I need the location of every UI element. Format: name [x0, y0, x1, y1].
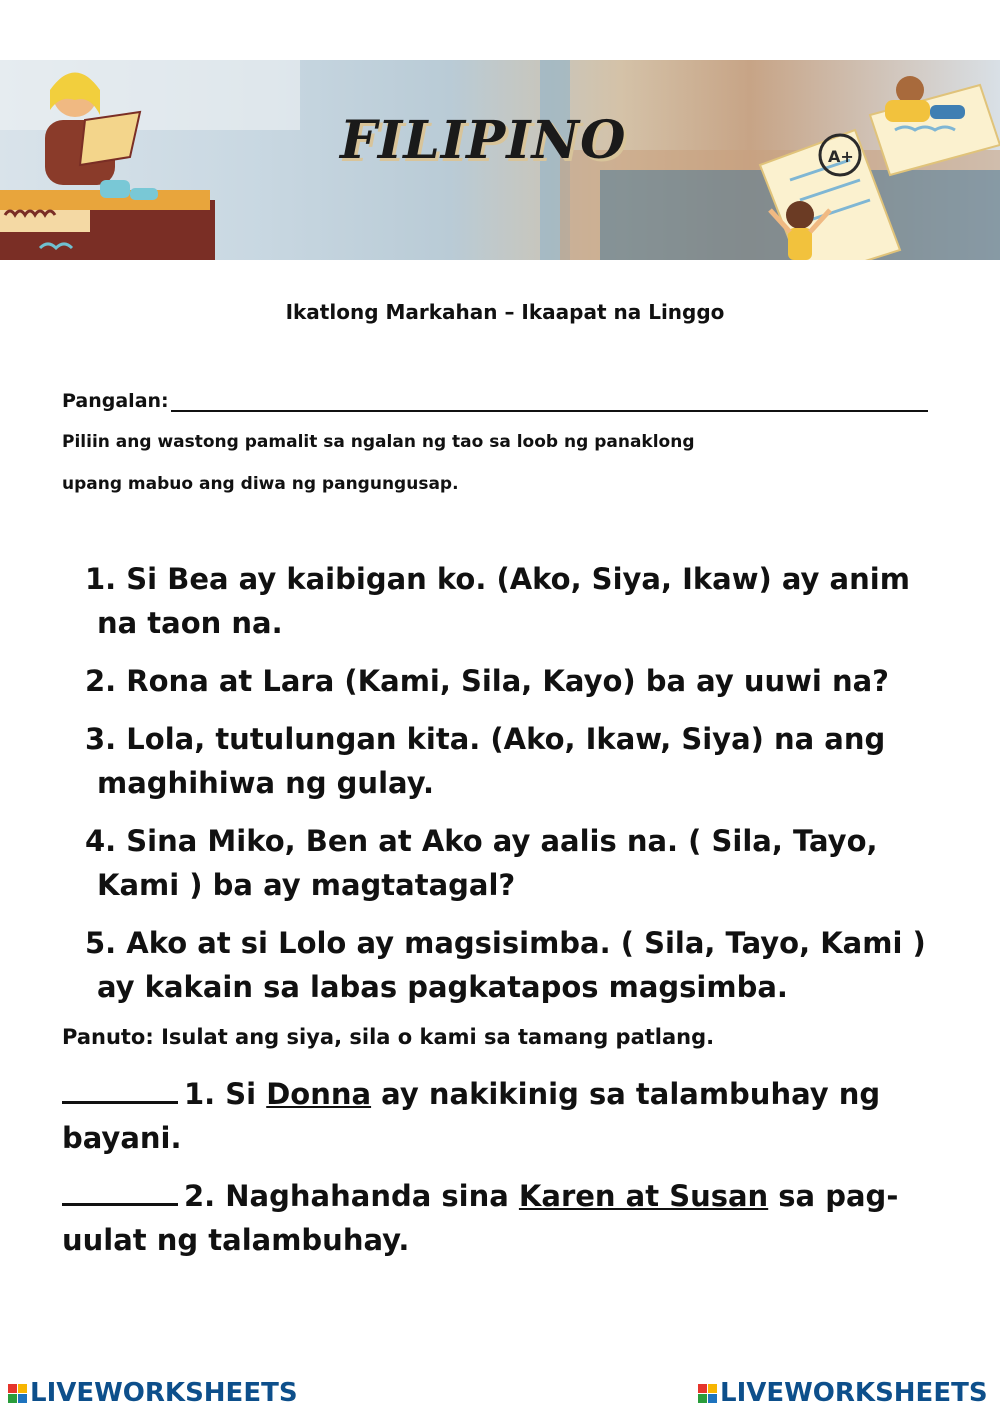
- question-item: [85, 557, 935, 645]
- answer-blank[interactable]: [62, 1175, 178, 1206]
- question-item: [85, 819, 935, 907]
- question-line-continuation: ay kakain sa labas pagkatapos magsimba.: [97, 970, 788, 1004]
- underlined-name: Donna: [266, 1077, 372, 1111]
- liveworksheets-logo-icon: [8, 1384, 27, 1403]
- grade-mark: A+: [828, 147, 854, 166]
- name-field[interactable]: [62, 390, 928, 412]
- question-line-continuation: Kami ) ba ay magtatagal?: [97, 868, 516, 902]
- question-item: [85, 717, 935, 805]
- question-item: [85, 921, 935, 1009]
- question-line: 5. Ako at si Lolo ay magsisimba. ( Sila, Tayo, Kami ): [85, 926, 926, 960]
- question-line-continuation: maghihiwa ng gulay.: [97, 766, 434, 800]
- question-line: 2. Rona at Lara (Kami, Sila, Kayo) ba ay uuwi na?: [85, 664, 889, 698]
- worksheet-subtitle: Ikatlong Markahan – Ikaapat na Linggo: [285, 300, 725, 324]
- fill-blank-item: [62, 1174, 922, 1262]
- item-text-rest: sa pag-: [768, 1179, 899, 1213]
- item-text-continuation: bayani.: [62, 1121, 182, 1155]
- question-line-continuation: na taon na.: [97, 606, 283, 640]
- brand-text: LIVEWORKSHEETS: [720, 1378, 988, 1408]
- fill-blank-item: [62, 1072, 922, 1160]
- item-text: 2. Naghahanda sina: [184, 1179, 519, 1213]
- liveworksheets-logo-icon: [698, 1384, 717, 1403]
- books-stack-icon: [0, 190, 215, 260]
- question-line: 3. Lola, tutulungan kita. (Ako, Ikaw, Siya) na ang: [85, 722, 886, 756]
- answer-blank[interactable]: [62, 1073, 178, 1104]
- question-line: 4. Sina Miko, Ben at Ako ay aalis na. ( Sila, Tayo,: [85, 824, 878, 858]
- header-banner: [0, 60, 1000, 260]
- banner-title: FILIPINO: [340, 110, 627, 171]
- panuto-instruction: Panuto: Isulat ang siya, sila o kami sa tamang patlang.: [62, 1025, 715, 1049]
- question-line: 1. Si Bea ay kaibigan ko. (Ako, Siya, Ikaw) ay anim: [85, 562, 910, 596]
- brand-text: LIVEWORKSHEETS: [30, 1378, 298, 1408]
- instruction-line-2: upang mabuo ang diwa ng pangungusap.: [62, 474, 459, 494]
- footer-brand-left[interactable]: [8, 1378, 298, 1408]
- question-item: [85, 659, 935, 703]
- underlined-name: Karen at Susan: [518, 1179, 769, 1213]
- item-text: 1. Si: [184, 1077, 267, 1111]
- name-blank[interactable]: [171, 390, 928, 412]
- item-text-rest: ay nakikinig sa talambuhay ng: [371, 1077, 881, 1111]
- footer-brand-right[interactable]: [698, 1378, 988, 1408]
- item-text-continuation: uulat ng talambuhay.: [62, 1223, 410, 1257]
- name-label: Pangalan:: [62, 390, 169, 412]
- instruction-line-1: Piliin ang wastong pamalit sa ngalan ng tao sa loob ng panaklong: [62, 432, 695, 452]
